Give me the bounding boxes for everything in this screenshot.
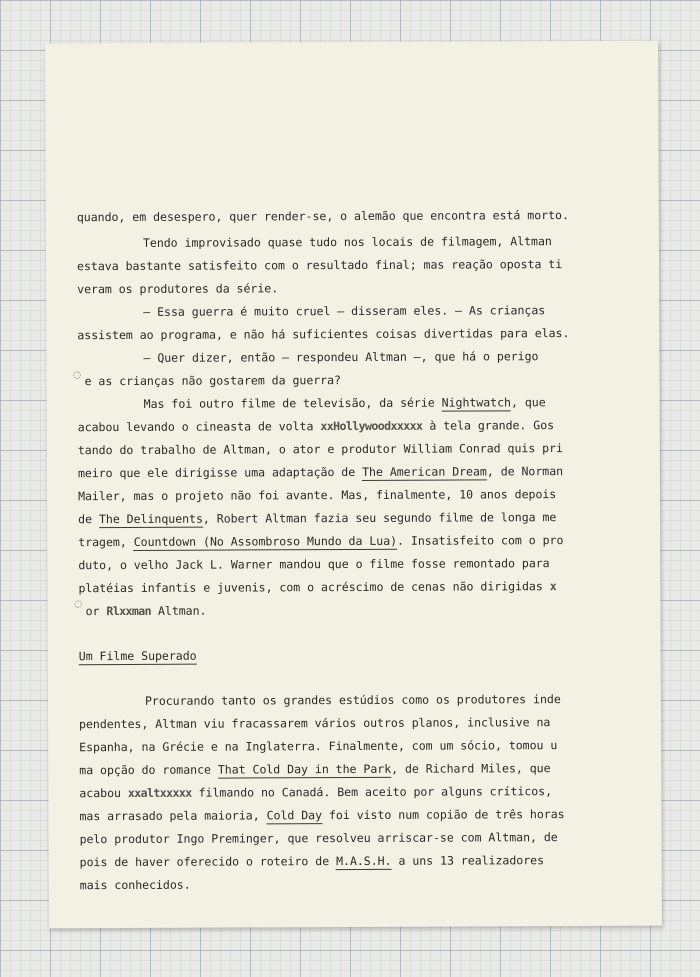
text-line: Espanha, na Grécie e na Inglaterra. Finalmente, com um sócio, tomou u bbox=[79, 738, 558, 755]
text-line: mas arrasado pela maioria, Cold Day foi visto num copião de três horas bbox=[79, 807, 565, 824]
underlined-title: The Delinquents bbox=[98, 511, 203, 527]
text-line: ma opção do romance That Cold Day in the Park, de Richard Miles, que bbox=[79, 761, 551, 778]
struck-out-text: Rlxxman bbox=[106, 603, 152, 619]
text-line: acabou xxaltxxxxx filmando no Canadá. Bem aceito por alguns críticos, bbox=[79, 784, 553, 801]
typewritten-page bbox=[45, 41, 662, 929]
text-line: assistem ao programa, e não há suficientes coisas divertidas para elas. bbox=[77, 326, 570, 343]
text-line: Procurando tanto os grandes estúdios como os produtores inde bbox=[144, 692, 561, 708]
text-line: meiro que ele dirigisse uma adaptação de The American Dream, de Norman bbox=[77, 464, 564, 481]
text-line: de The Delinquents, Robert Altman fazia seu segundo filme de longa me bbox=[78, 510, 557, 527]
text-line: pendentes, Altman viu fracassarem vários outros planos, inclusive na bbox=[79, 715, 551, 732]
text-line: Mailer, mas o projeto não foi avante. Mas, finalmente, 10 anos depois bbox=[78, 487, 557, 504]
text-line: — Essa guerra é muito cruel — disseram eles. — As crianças bbox=[143, 303, 546, 319]
punch-hole-mark: ◌ bbox=[73, 367, 81, 382]
text-line: pois de haver oferecido o roteiro de M.A.S.H. a uns 13 realizadores bbox=[79, 853, 545, 870]
struck-out-text: xxHollywoodxxxxx bbox=[320, 418, 423, 434]
text-line: pelo produtor Ingo Preminger, que resolveu arriscar-se com Altman, de bbox=[79, 830, 558, 847]
text-line: duto, o velho Jack L. Warner mandou que o filme fosse remontado para bbox=[78, 556, 550, 573]
text-line: — Quer dizer, então — respondeu Altman —, que há o perigo bbox=[143, 349, 539, 365]
text-line: or Rlxxman Altman. bbox=[85, 603, 207, 619]
text-line: platéias infantis e juvenis, com o acréscimo de cenas não dirigidas x bbox=[78, 579, 557, 596]
punch-hole-mark: ◌ bbox=[74, 596, 82, 611]
underlined-title: Cold Day bbox=[266, 808, 323, 823]
text-line: veram os produtores da série. bbox=[77, 281, 279, 297]
text-line: estava bastante satisfeito com o resultado final; mas reação oposta ti bbox=[77, 257, 563, 274]
text-line: Tendo improvisado quase tudo nos locais de filmagem, Altman bbox=[142, 234, 552, 250]
struck-out-text: xxaltxxxxx bbox=[127, 785, 192, 800]
text-line: tando do trabalho de Altman, o ator e produtor William Conrad quis pri bbox=[77, 441, 563, 458]
text-line: mais conhecidos. bbox=[79, 877, 191, 893]
struck-out-text: x bbox=[549, 579, 557, 594]
underlined-title: Nightwatch bbox=[441, 395, 511, 410]
text-line: Mas foi outro filme de televisão, da série Nightwatch, que bbox=[143, 395, 546, 411]
underlined-title: The American Dream bbox=[362, 464, 487, 479]
text-line: tragem, Countdown (No Assombroso Mundo da Lua). Insatisfeito com o pro bbox=[78, 533, 564, 550]
text-line: acabou levando o cineasta de volta xxHollywoodxxxxx à tela grande. Gos bbox=[77, 418, 555, 435]
underlined-title: That Cold Day in the Park bbox=[217, 761, 392, 777]
text-line: quando, em desespero, quer render-se, o alemão que encontra está morto. bbox=[76, 208, 569, 225]
section-heading: Um Filme Superado bbox=[78, 648, 197, 664]
underlined-title: M.A.S.H. bbox=[336, 853, 392, 869]
underlined-title: Countdown (No Assombroso Mundo da Lua) bbox=[133, 533, 398, 549]
text-line: e as crianças não gostarem da guerra? bbox=[84, 373, 341, 389]
